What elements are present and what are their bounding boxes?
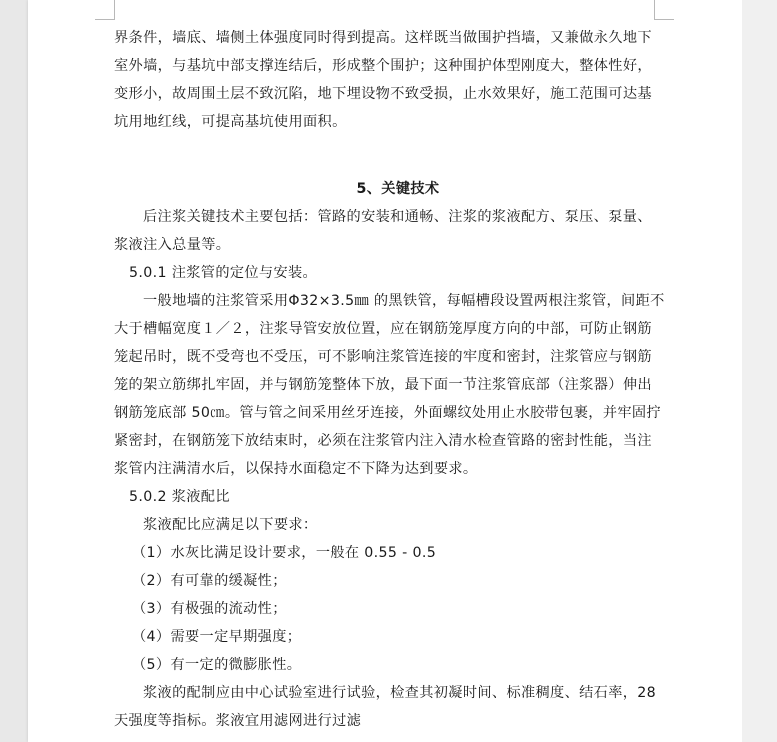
paragraph-line: 天强度等指标。浆液宜用滤网进行过滤 bbox=[114, 713, 362, 729]
crop-mark-top-left bbox=[95, 0, 115, 20]
paragraph-line: 笼的架立筋绑扎牢固，并与钢筋笼整体下放，最下面一节注浆管底部（注浆器）伸出 bbox=[114, 377, 652, 393]
paragraph-line: 浆液注入总量等。 bbox=[114, 237, 231, 253]
paragraph-line: 后注浆关键技术主要包括：管路的安装和通畅、注浆的浆液配方、泵压、泵量、 bbox=[143, 209, 652, 225]
paragraph-line: 浆管内注满清水后，以保持水面稳定不下降为达到要求。 bbox=[114, 461, 478, 477]
paragraph-spacer bbox=[114, 136, 654, 175]
paragraph-line: 钢筋笼底部 50㎝。管与管之间采用丝牙连接，外面螺纹处用止水胶带包裹，并牢固拧 bbox=[114, 405, 661, 421]
requirement-item: （5）有一定的微膨胀性。 bbox=[132, 657, 302, 673]
paragraph-line: 浆液的配制应由中心试验室进行试验，检查其初凝时间、标准稠度、结石率，28 bbox=[143, 685, 657, 701]
paragraph-line: 大于槽幅宽度１／２，注浆导管安放位置，应在钢筋笼厚度方向的中部，可防止钢筋 bbox=[114, 321, 652, 337]
subsection-title: 5.0.1 注浆管的定位与安装。 bbox=[129, 265, 318, 281]
document-body bbox=[114, 24, 665, 735]
paragraph-line: 紧密封，在钢筋笼下放结束时，必须在注浆管内注入清水检查管路的密封性能，当注 bbox=[114, 433, 652, 449]
requirement-item: （1）水灰比满足设计要求，一般在 0.55 - 0.5 bbox=[132, 545, 437, 561]
window-edge bbox=[742, 0, 777, 742]
paragraph-line: 笼起吊时，既不受弯也不受压，可不影响注浆管连接的牢度和密封，注浆管应与钢筋 bbox=[114, 349, 652, 365]
requirement-item: （2）有可靠的缓凝性； bbox=[132, 573, 287, 589]
paragraph-line: 坑用地红线，可提高基坑使用面积。 bbox=[114, 114, 347, 130]
requirement-item: （3）有极强的流动性； bbox=[132, 601, 287, 617]
section-heading: 5、关键技术 bbox=[356, 181, 440, 197]
paragraph-line: 变形小，故周围土层不致沉陷，地下埋设物不致受损，止水效果好，施工范围可达基 bbox=[114, 86, 652, 102]
crop-mark-top-right bbox=[654, 0, 674, 20]
paragraph-line: 界条件，墙底、墙侧土体强度同时得到提高。这样既当做围护挡墙，又兼做永久地下 bbox=[114, 30, 652, 46]
paragraph-line: 室外墙，与基坑中部支撑连结后，形成整个围护；这种围护体型刚度大，整体性好， bbox=[114, 58, 652, 74]
paragraph-line: 浆液配比应满足以下要求： bbox=[143, 517, 318, 533]
subsection-title: 5.0.2 浆液配比 bbox=[129, 489, 230, 505]
requirement-item: （4）需要一定早期强度； bbox=[132, 629, 302, 645]
paragraph-line: 一般地墙的注浆管采用Φ32×3.5㎜ 的黑铁管，每幅槽段设置两根注浆管，间距不 bbox=[143, 293, 665, 309]
